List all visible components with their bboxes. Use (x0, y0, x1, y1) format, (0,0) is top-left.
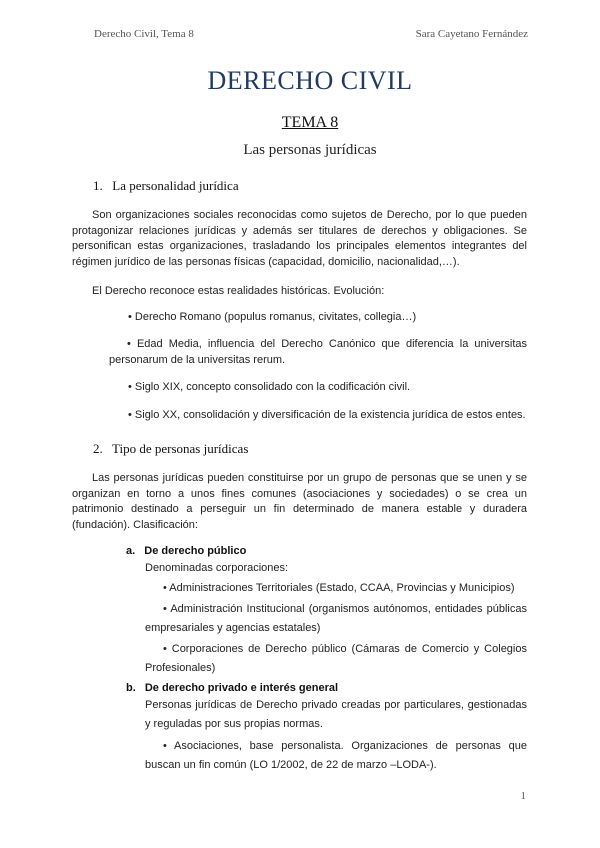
section-2-number: 2. (93, 441, 103, 456)
subtitle: Las personas jurídicas (243, 142, 377, 158)
tema-heading: TEMA 8 (281, 114, 339, 131)
section-2-heading (93, 441, 248, 457)
header-left: Derecho Civil, Tema 8 (94, 28, 194, 40)
subsection-b-title: De derecho privado e interés general (144, 682, 339, 694)
section-1-paragraph-2: El Derecho reconoce estas realidades históricas. Evolución: (92, 285, 385, 297)
section-1-heading (93, 178, 239, 194)
list-item: • Administración Institucional (organismos autónomos, entidades públicas empresariales y agencias estatales) (145, 603, 527, 634)
section-1-number: 1. (93, 178, 103, 193)
list-item: • Siglo XX, consolidación y diversificación de la existencia jurídica de estos entes. (128, 409, 526, 421)
document-title: DERECHO CIVIL (207, 66, 413, 95)
list-item: • Administraciones Territoriales (Estado, CCAA, Provincias y Municipios) (163, 582, 515, 594)
section-2-paragraph-1: Las personas jurídicas pueden constituirse por un grupo de personas que se unen y se organizan en torno a unos fines comunes (asociaciones y sociedades) o se crea un patrimonio destinado a perseguir un fin determinado de manera estable y duradera (fundación). Clasificación: (72, 472, 527, 531)
subsection-a-heading (126, 545, 246, 557)
subsection-b-letter: b. (126, 682, 136, 694)
list-item: • Asociaciones, base personalista. Organizaciones de personas que buscan un fin común (LO 1/2002, de 22 de marzo –LODA-). (145, 740, 527, 771)
subsection-a-intro: Denominadas corporaciones: (145, 562, 289, 574)
section-2-title: Tipo de personas jurídicas (112, 441, 249, 456)
section-1-title: La personalidad jurídica (112, 178, 239, 193)
section-1-paragraph-1: Son organizaciones sociales reconocidas como sujetos de Derecho, por lo que pueden protagonizar relaciones jurídicas y además ser titulares de derechos y obligaciones. Se personifican estas organizaciones, trasladando los principales elementos integrantes del régimen jurídico de las personas físicas (capacidad, domicilio, nacionalidad,…). (72, 209, 527, 268)
list-item: • Corporaciones de Derecho público (Cámaras de Comercio y Colegios Profesionales) (145, 643, 527, 674)
subsection-a-letter: a. (126, 545, 136, 557)
page-number: 1 (520, 790, 526, 802)
header-right: Sara Cayetano Fernández (415, 28, 528, 40)
list-item: • Derecho Romano (populus romanus, civitates, collegia…) (128, 311, 417, 323)
subsection-a-title: De derecho público (144, 545, 247, 557)
list-item: • Edad Media, influencia del Derecho Canónico que diferencia la universitas personarum de la universitas rerum. (109, 338, 527, 366)
subsection-b-intro: Personas jurídicas de Derecho privado creadas por particulares, gestionadas y reguladas por sus propias normas. (145, 699, 527, 730)
list-item: • Siglo XIX, concepto consolidado con la codificación civil. (128, 381, 411, 393)
subsection-b-heading (126, 682, 338, 694)
